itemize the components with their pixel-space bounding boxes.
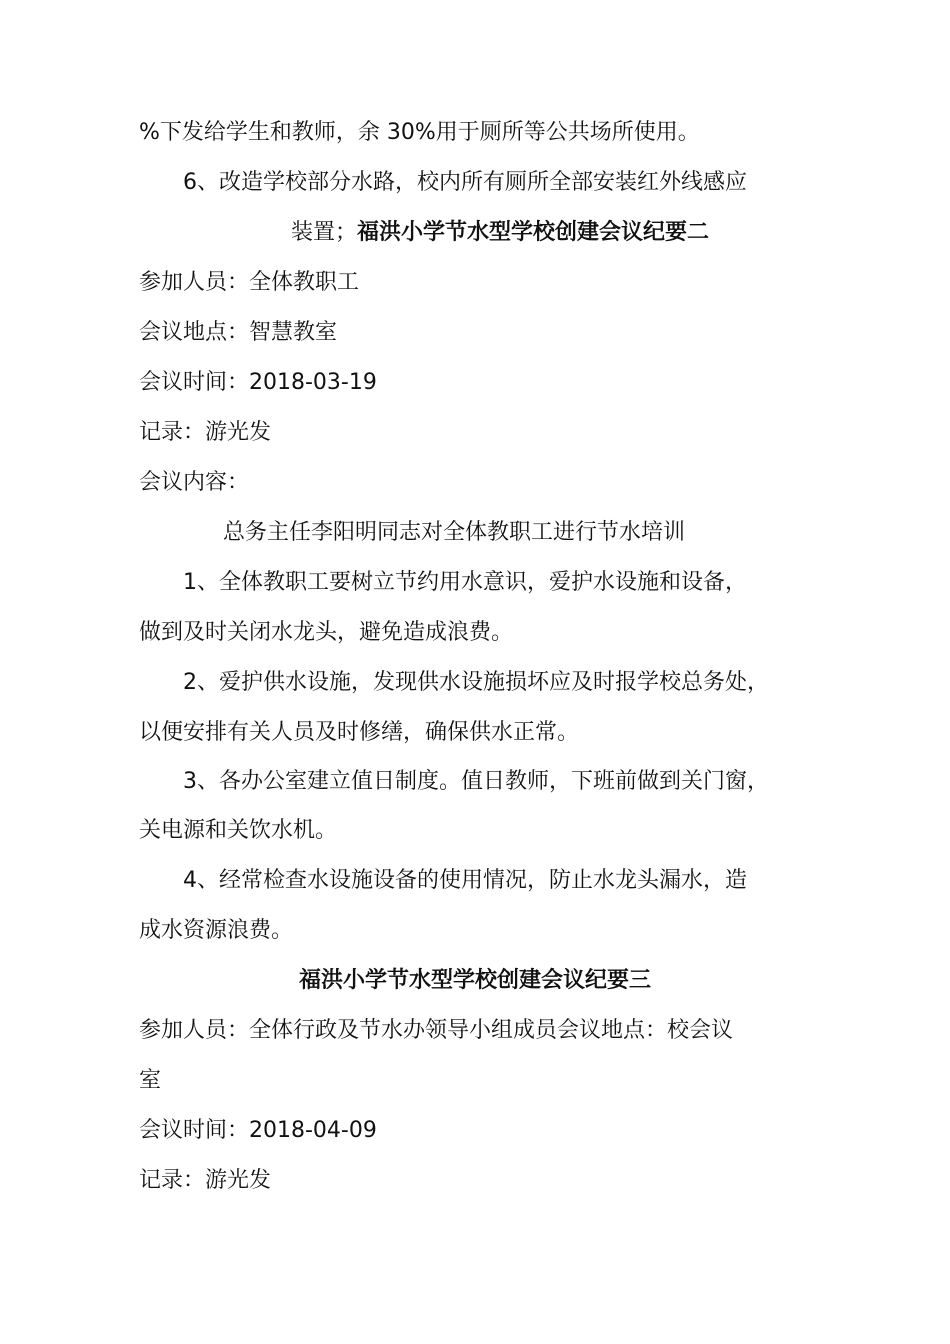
minutes2-item1-line1: 1、全体教职工要树立节约用水意识，爱护水设施和设备， bbox=[183, 570, 747, 595]
minutes2-recorder: 记录：游光发 bbox=[139, 420, 272, 445]
minutes2-item4-line1: 4、经常检查水设施设备的使用情况，防止水龙头漏水，造 bbox=[183, 868, 747, 893]
minutes2-item2-line2: 以便安排有关人员及时修缮，确保供水正常。 bbox=[139, 720, 580, 745]
minutes2-participants: 参加人员：全体教职工 bbox=[139, 270, 360, 295]
minutes2-title: 福洪小学节水型学校创建会议纪要二 bbox=[357, 220, 710, 245]
minutes2-item4-line2: 成水资源浪费。 bbox=[139, 918, 294, 943]
minutes2-location: 会议地点：智慧教室 bbox=[139, 320, 338, 345]
prev-item6-line2-text: 装置； bbox=[291, 220, 358, 245]
minutes2-item1-line2: 做到及时关闭水龙头，避免造成浪费。 bbox=[139, 620, 514, 645]
minutes2-item2-line1: 2、爱护供水设施，发现供水设施损坏应及时报学校总务处， bbox=[183, 670, 769, 695]
minutes2-item3-line2: 关电源和关饮水机。 bbox=[139, 818, 338, 843]
prev-item6-line2 bbox=[291, 218, 950, 248]
minutes2-time: 会议时间：2018-03-19 bbox=[139, 370, 377, 395]
minutes3-time: 会议时间：2018-04-09 bbox=[139, 1118, 377, 1143]
prev-item5-continuation: %下发给学生和教师，余 30%用于厕所等公共场所使用。 bbox=[139, 120, 700, 145]
minutes2-item3-line1: 3、各办公室建立值日制度。值日教师，下班前做到关门窗， bbox=[183, 769, 769, 794]
prev-item6-line1: 6、改造学校部分水路，校内所有厕所全部安装红外线感应 bbox=[183, 170, 747, 195]
minutes2-content-label: 会议内容： bbox=[139, 470, 250, 495]
minutes3-recorder: 记录：游光发 bbox=[139, 1168, 272, 1193]
minutes2-subtitle: 总务主任李阳明同志对全体教职工进行节水培训 bbox=[223, 520, 686, 545]
minutes3-participants-line2: 室 bbox=[139, 1068, 162, 1093]
minutes3-participants-line1: 参加人员：全体行政及节水办领导小组成员会议地点：校会议 bbox=[139, 1018, 734, 1043]
minutes3-title: 福洪小学节水型学校创建会议纪要三 bbox=[298, 968, 651, 993]
